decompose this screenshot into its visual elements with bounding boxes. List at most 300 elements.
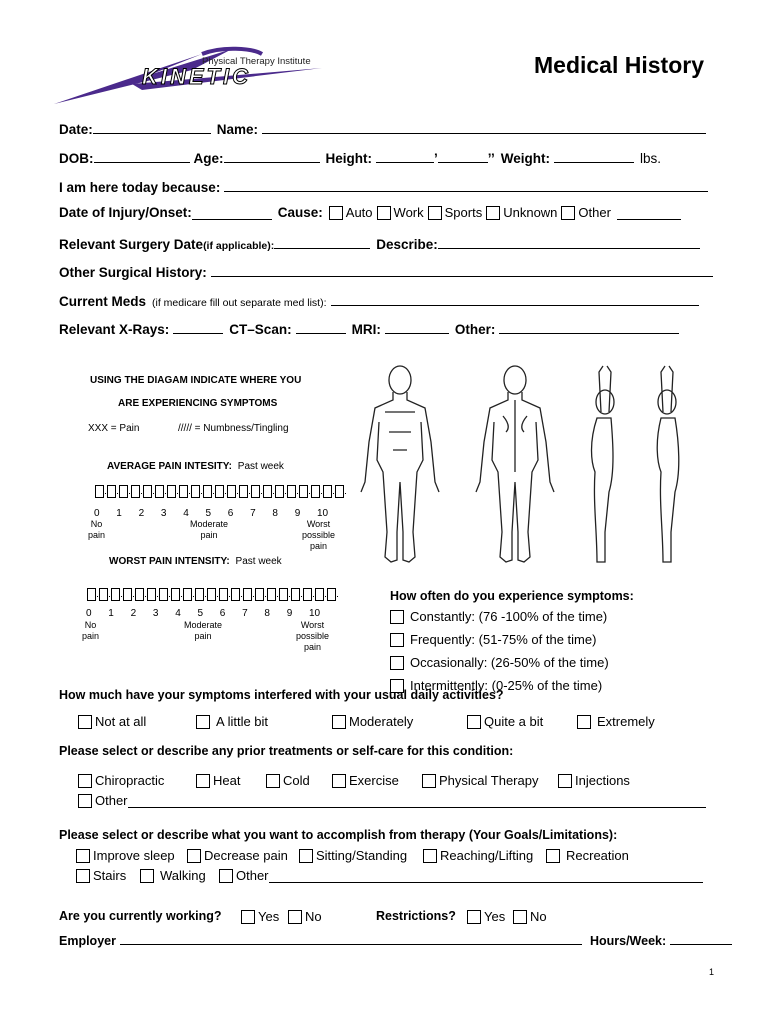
age-label: Age: [193, 151, 224, 166]
dob-row [59, 149, 661, 166]
scale-box[interactable] [155, 485, 164, 498]
average-pain-period: Past week [237, 461, 284, 472]
goal-recreation-label: Recreation [566, 848, 629, 863]
scale-box[interactable] [291, 588, 300, 601]
scale-dash [193, 596, 194, 597]
goal-walking-label: Walking [160, 868, 206, 883]
interference-extremely-label: Extremely [597, 714, 655, 729]
scale-dash [177, 493, 178, 494]
treatment-cold-label: Cold [283, 773, 310, 788]
cause-work-label: Work [393, 205, 424, 220]
scale-number: 0 [86, 608, 92, 619]
scale-mid-word: pain [194, 631, 212, 641]
restrictions-label: Restrictions? [376, 909, 456, 923]
scale-number: 3 [160, 508, 167, 519]
scale-box[interactable] [111, 588, 120, 601]
height-in-field[interactable] [438, 149, 488, 163]
worst-pain-scale[interactable] [86, 588, 338, 606]
scale-box[interactable] [123, 588, 132, 601]
scale-dash [261, 493, 262, 494]
hours-label: Hours/Week: [589, 934, 667, 948]
checkbox[interactable] [390, 610, 404, 624]
scale-box[interactable] [207, 588, 216, 601]
cause-other[interactable] [561, 205, 611, 220]
goal-stairs-label: Stairs [93, 868, 127, 883]
scale-dash [333, 493, 334, 494]
scale-box[interactable] [143, 485, 152, 498]
scale-box[interactable] [251, 485, 260, 498]
scale-dash [129, 493, 130, 494]
checkbox[interactable] [78, 774, 92, 788]
treatment-injections[interactable] [558, 773, 630, 788]
scale-box[interactable] [87, 588, 96, 601]
treatment-other[interactable] [78, 793, 706, 808]
here-today-label: I am here today because: [59, 180, 221, 195]
scale-box[interactable] [191, 485, 200, 498]
goals-question: Please select or describe what you want to accomplish from therapy (Your Goals/Limitations): [59, 828, 618, 842]
scale-box[interactable] [243, 588, 252, 601]
scale-low-word: No [90, 519, 103, 529]
scale-dash [157, 596, 158, 597]
scale-box[interactable] [171, 588, 180, 601]
scale-box[interactable] [279, 588, 288, 601]
scale-number: 1 [116, 508, 122, 519]
average-pain-heading [107, 461, 284, 472]
scale-dash [241, 596, 242, 597]
goal-sitting-standing-label: Sitting/Standing [316, 848, 408, 863]
treatment-exercise-label: Exercise [349, 773, 399, 788]
restrictions-yes[interactable] [467, 909, 505, 924]
interference-not-at-all[interactable] [78, 714, 146, 729]
scale-dash [133, 596, 134, 597]
checkbox[interactable] [299, 849, 313, 863]
goal-reaching-lifting-label: Reaching/Lifting [440, 848, 534, 863]
checkbox[interactable] [196, 774, 210, 788]
scale-box[interactable] [323, 485, 332, 498]
injury-date-field[interactable] [192, 206, 272, 220]
goal-other-field[interactable] [269, 869, 703, 883]
goal-decrease-pain[interactable] [187, 848, 288, 863]
scale-number: 10 [309, 608, 321, 619]
scale-dash [265, 596, 266, 597]
scale-box[interactable] [327, 588, 336, 601]
checkbox[interactable] [546, 849, 560, 863]
scale-dash [97, 596, 98, 597]
employer-row [59, 931, 732, 948]
cause-unknown-label: Unknown [503, 205, 558, 220]
checkbox[interactable] [558, 774, 572, 788]
scale-box[interactable] [227, 485, 236, 498]
scale-box[interactable] [95, 485, 104, 498]
checkbox[interactable] [76, 849, 90, 863]
goal-other-label: Other [236, 868, 269, 883]
scale-dash [225, 493, 226, 494]
side-body-figure-left [592, 366, 615, 562]
cause-sports-label: Sports [444, 205, 483, 220]
dob-field[interactable] [94, 149, 190, 163]
checkbox[interactable] [513, 910, 527, 924]
dob-label: DOB: [59, 151, 94, 166]
checkbox[interactable] [76, 869, 90, 883]
ctscan-label: CT–Scan: [229, 322, 292, 337]
diagram-instruction-2: ARE EXPERIENCING SYMPTOMS [118, 398, 278, 409]
scale-dash [201, 493, 202, 494]
goal-sitting-standing[interactable] [299, 848, 407, 863]
goal-decrease-pain-label: Decrease pain [204, 848, 288, 863]
scale-box[interactable] [311, 485, 320, 498]
treatment-chiropractic[interactable] [78, 773, 164, 788]
height-ft-mark: ’ [434, 151, 438, 166]
scale-number: 8 [272, 508, 278, 519]
checkbox[interactable] [577, 715, 591, 729]
interference-quite-a-bit[interactable] [467, 714, 543, 729]
scale-dash [297, 493, 298, 494]
frequency-occasionally[interactable] [390, 653, 609, 673]
scale-box[interactable] [267, 588, 276, 601]
pain-legend: XXX = Pain [88, 423, 140, 434]
scale-number: 8 [264, 608, 270, 619]
other-surgical-row [59, 263, 713, 280]
scale-dash [217, 596, 218, 597]
worst-pain-numbers [86, 608, 326, 620]
average-pain-label: AVERAGE PAIN INTESITY: [107, 461, 233, 472]
average-scale-high [302, 519, 335, 552]
interference-moderately-label: Moderately [349, 714, 414, 729]
frequency-options [390, 607, 609, 699]
scale-dash [121, 596, 122, 597]
treatment-cold[interactable] [266, 773, 310, 788]
scale-high-word: pain [304, 642, 322, 652]
scale-dash [205, 596, 206, 597]
worst-pain-period: Past week [235, 556, 282, 567]
scale-box[interactable] [275, 485, 284, 498]
goal-other[interactable] [219, 868, 703, 883]
frequency-frequently-label: Frequently: (51-75% of the time) [410, 632, 597, 647]
worst-pain-heading [109, 556, 282, 567]
interference-little-bit-label: A little bit [216, 714, 269, 729]
describe-field[interactable] [438, 235, 700, 249]
goal-stairs[interactable] [76, 868, 126, 883]
working-no[interactable] [288, 909, 322, 924]
frequency-constantly-label: Constantly: (76 -100% of the time) [410, 609, 608, 624]
scale-high-word: possible [302, 530, 336, 540]
interference-quite-a-bit-label: Quite a bit [484, 714, 544, 729]
scale-box[interactable] [219, 588, 228, 601]
side-body-figure-right [657, 366, 679, 562]
checkbox[interactable] [561, 206, 575, 220]
frequency-intermittently-label: Intermittently: (0-25% of the time) [410, 678, 603, 693]
scale-box[interactable] [231, 588, 240, 601]
scale-high-word: Worst [300, 620, 325, 630]
xrays-field[interactable] [173, 320, 223, 334]
scale-mid-word: Moderate [190, 519, 229, 529]
logo-wordmark: KINETIC [142, 64, 251, 89]
checkbox[interactable] [78, 715, 92, 729]
scale-box[interactable] [107, 485, 116, 498]
checkbox[interactable] [187, 849, 201, 863]
other-imaging-field[interactable] [499, 320, 679, 334]
body-diagram[interactable] [355, 362, 705, 587]
goal-improve-sleep[interactable] [76, 848, 175, 863]
treatment-heat-label: Heat [213, 773, 241, 788]
scale-dash [229, 596, 230, 597]
scale-dash [309, 493, 310, 494]
cause-unknown[interactable] [486, 205, 557, 220]
scale-box[interactable] [183, 588, 192, 601]
date-name-row [59, 120, 706, 137]
checkbox[interactable] [377, 206, 391, 220]
restrictions-no[interactable] [513, 909, 547, 924]
injury-row [59, 205, 681, 220]
scale-low-word: pain [88, 530, 106, 540]
cause-work[interactable] [377, 205, 424, 220]
ctscan-field[interactable] [296, 320, 346, 334]
weight-field[interactable] [554, 149, 634, 163]
meds-note: (if medicare fill out separate med list): [152, 297, 327, 309]
scale-dash [141, 493, 142, 494]
page-title: Medical History [534, 52, 704, 78]
checkbox[interactable] [266, 774, 280, 788]
here-today-field[interactable] [224, 178, 708, 192]
scale-box[interactable] [303, 588, 312, 601]
worst-pain-label: WORST PAIN INTENSITY: [109, 556, 230, 567]
scale-dash [289, 596, 290, 597]
scale-box[interactable] [147, 588, 156, 601]
mri-label: MRI: [351, 322, 381, 337]
other-imaging-label: Other: [454, 322, 496, 337]
page-number: 1 [709, 967, 715, 977]
treatment-physical-therapy[interactable] [422, 773, 538, 788]
other-surgical-label: Other Surgical History: [59, 265, 207, 280]
working-question: Are you currently working? [59, 909, 222, 923]
scale-dash [105, 493, 106, 494]
date-field[interactable] [93, 120, 211, 134]
working-no-label: No [305, 909, 322, 924]
scale-box[interactable] [255, 588, 264, 601]
goal-improve-sleep-label: Improve sleep [93, 848, 175, 863]
interference-question: How much have your symptoms interfered with your usual daily activities? [59, 688, 504, 702]
scale-dash [285, 493, 286, 494]
checkbox[interactable] [288, 910, 302, 924]
back-body-figure [476, 366, 554, 562]
scale-dash [213, 493, 214, 494]
checkbox[interactable] [140, 869, 154, 883]
scale-number: 6 [219, 608, 226, 619]
checkbox[interactable] [390, 633, 404, 647]
average-scale-mid [190, 519, 228, 541]
front-body-figure [361, 366, 439, 562]
scale-box[interactable] [179, 485, 188, 498]
scale-dash [249, 493, 250, 494]
restrictions-no-label: No [530, 909, 547, 924]
scale-dash [181, 596, 182, 597]
checkbox[interactable] [390, 656, 404, 670]
worst-scale-high [296, 620, 329, 653]
weight-label: Weight: [500, 151, 551, 166]
surgery-note: (if applicable): [203, 240, 275, 252]
scale-number: 4 [175, 608, 181, 619]
worst-scale-mid [184, 620, 222, 642]
scale-number: 7 [250, 508, 256, 519]
scale-low-word: No [84, 620, 97, 630]
cause-auto[interactable] [329, 205, 373, 220]
interference-not-at-all-label: Not at all [95, 714, 147, 729]
scale-number: 5 [197, 608, 204, 619]
scale-box[interactable] [167, 485, 176, 498]
height-label: Height: [325, 151, 372, 166]
cause-sports[interactable] [428, 205, 483, 220]
scale-number: 1 [108, 608, 114, 619]
scale-dash [169, 596, 170, 597]
scale-number: 2 [138, 508, 145, 519]
worst-scale-low [82, 620, 99, 642]
scale-dash [313, 596, 314, 597]
employer-field[interactable] [120, 931, 582, 945]
checkbox[interactable] [329, 206, 343, 220]
interference-moderately[interactable] [332, 714, 413, 729]
logo [52, 44, 322, 106]
meds-field[interactable] [331, 292, 699, 306]
checkbox[interactable] [422, 774, 436, 788]
scale-high-word: possible [296, 631, 330, 641]
scale-box[interactable] [299, 485, 308, 498]
cause-other-label: Other [578, 205, 611, 220]
checkbox[interactable] [332, 715, 346, 729]
scale-box[interactable] [239, 485, 248, 498]
scale-high-word: pain [310, 541, 328, 551]
average-scale-low [88, 519, 105, 541]
scale-dash [325, 596, 326, 597]
goal-walking[interactable] [140, 868, 206, 883]
checkbox[interactable] [467, 910, 481, 924]
working-yes[interactable] [241, 909, 279, 924]
hours-field[interactable] [670, 931, 732, 945]
scale-dash [253, 596, 254, 597]
scale-mid-word: Moderate [184, 620, 223, 630]
scale-number: 2 [130, 608, 137, 619]
scale-number: 7 [242, 608, 248, 619]
other-surgical-field[interactable] [211, 263, 713, 277]
checkbox[interactable] [332, 774, 346, 788]
scale-number: 10 [317, 508, 329, 519]
treatment-chiropractic-label: Chiropractic [95, 773, 165, 788]
scale-number: 3 [152, 608, 159, 619]
scale-mid-word: pain [200, 530, 218, 540]
frequency-constantly[interactable] [390, 607, 607, 627]
scale-dash [337, 596, 338, 597]
diagram-instruction-1: USING THE DIAGAM INDICATE WHERE YOU [90, 375, 302, 386]
scale-dash [117, 493, 118, 494]
scale-low-word: pain [82, 631, 100, 641]
scale-box[interactable] [203, 485, 212, 498]
interference-little-bit[interactable] [196, 714, 268, 729]
checkbox[interactable] [241, 910, 255, 924]
treatments-question: Please select or describe any prior treatments or self-care for this condition: [59, 744, 514, 758]
age-field[interactable] [224, 149, 320, 163]
scale-number: 5 [205, 508, 212, 519]
checkbox[interactable] [196, 715, 210, 729]
scale-dash [321, 493, 322, 494]
scale-number: 9 [294, 508, 301, 519]
logo-subtitle: Physical Therapy Institute [202, 56, 311, 67]
treatment-exercise[interactable] [332, 773, 399, 788]
name-field[interactable] [262, 120, 706, 134]
treatment-heat[interactable] [196, 773, 240, 788]
goal-reaching-lifting[interactable] [423, 848, 533, 863]
scale-dash [277, 596, 278, 597]
scale-number: 4 [183, 508, 189, 519]
frequency-question: How often do you experience symptoms: [390, 589, 634, 603]
restrictions-yes-label: Yes [484, 909, 506, 924]
scale-box[interactable] [159, 588, 168, 601]
treatment-physical-therapy-label: Physical Therapy [439, 773, 539, 788]
scale-number: 0 [94, 508, 100, 519]
weight-unit: lbs. [640, 151, 662, 166]
checkbox[interactable] [467, 715, 481, 729]
average-pain-scale[interactable] [94, 485, 346, 503]
checkbox[interactable] [486, 206, 500, 220]
frequency-occasionally-label: Occasionally: (26-50% of the time) [410, 655, 609, 670]
scale-box[interactable] [315, 588, 324, 601]
surgery-row [59, 235, 700, 252]
surgery-date-field[interactable] [274, 235, 370, 249]
scale-dash [237, 493, 238, 494]
scale-box[interactable] [335, 485, 344, 498]
treatment-injections-label: Injections [575, 773, 630, 788]
scale-box[interactable] [215, 485, 224, 498]
treatment-other-label: Other [95, 793, 128, 808]
xrays-label: Relevant X-Rays: [59, 322, 170, 337]
scale-dash [165, 493, 166, 494]
checkbox[interactable] [428, 206, 442, 220]
interference-extremely[interactable] [577, 714, 655, 729]
scale-box[interactable] [99, 588, 108, 601]
checkbox[interactable] [78, 794, 92, 808]
numbness-legend: ///// = Numbness/Tingling [178, 423, 289, 434]
scale-number: 6 [227, 508, 234, 519]
scale-dash [145, 596, 146, 597]
cause-label: Cause: [277, 205, 323, 220]
frequency-frequently[interactable] [390, 630, 596, 650]
mri-field[interactable] [385, 320, 449, 334]
scale-box[interactable] [119, 485, 128, 498]
height-ft-field[interactable] [376, 149, 434, 163]
injury-date-label: Date of Injury/Onset: [59, 205, 192, 220]
name-label: Name: [216, 122, 259, 137]
scale-box[interactable] [287, 485, 296, 498]
surgery-date-label: Relevant Surgery Date [59, 237, 204, 252]
date-label: Date: [59, 122, 93, 137]
checkbox[interactable] [219, 869, 233, 883]
scale-dash [301, 596, 302, 597]
scale-box[interactable] [263, 485, 272, 498]
checkbox[interactable] [423, 849, 437, 863]
scale-number: 9 [286, 608, 293, 619]
working-yes-label: Yes [258, 909, 280, 924]
scale-box[interactable] [195, 588, 204, 601]
scale-dash [153, 493, 154, 494]
goal-recreation[interactable] [546, 848, 629, 863]
cause-auto-label: Auto [345, 205, 373, 220]
scale-dash [345, 493, 346, 494]
scale-box[interactable] [135, 588, 144, 601]
height-in-mark: ’’ [487, 151, 495, 166]
treatment-other-field[interactable] [128, 794, 706, 808]
describe-label: Describe: [376, 237, 438, 252]
imaging-row [59, 320, 679, 337]
scale-box[interactable] [131, 485, 140, 498]
cause-other-field[interactable] [617, 206, 681, 220]
